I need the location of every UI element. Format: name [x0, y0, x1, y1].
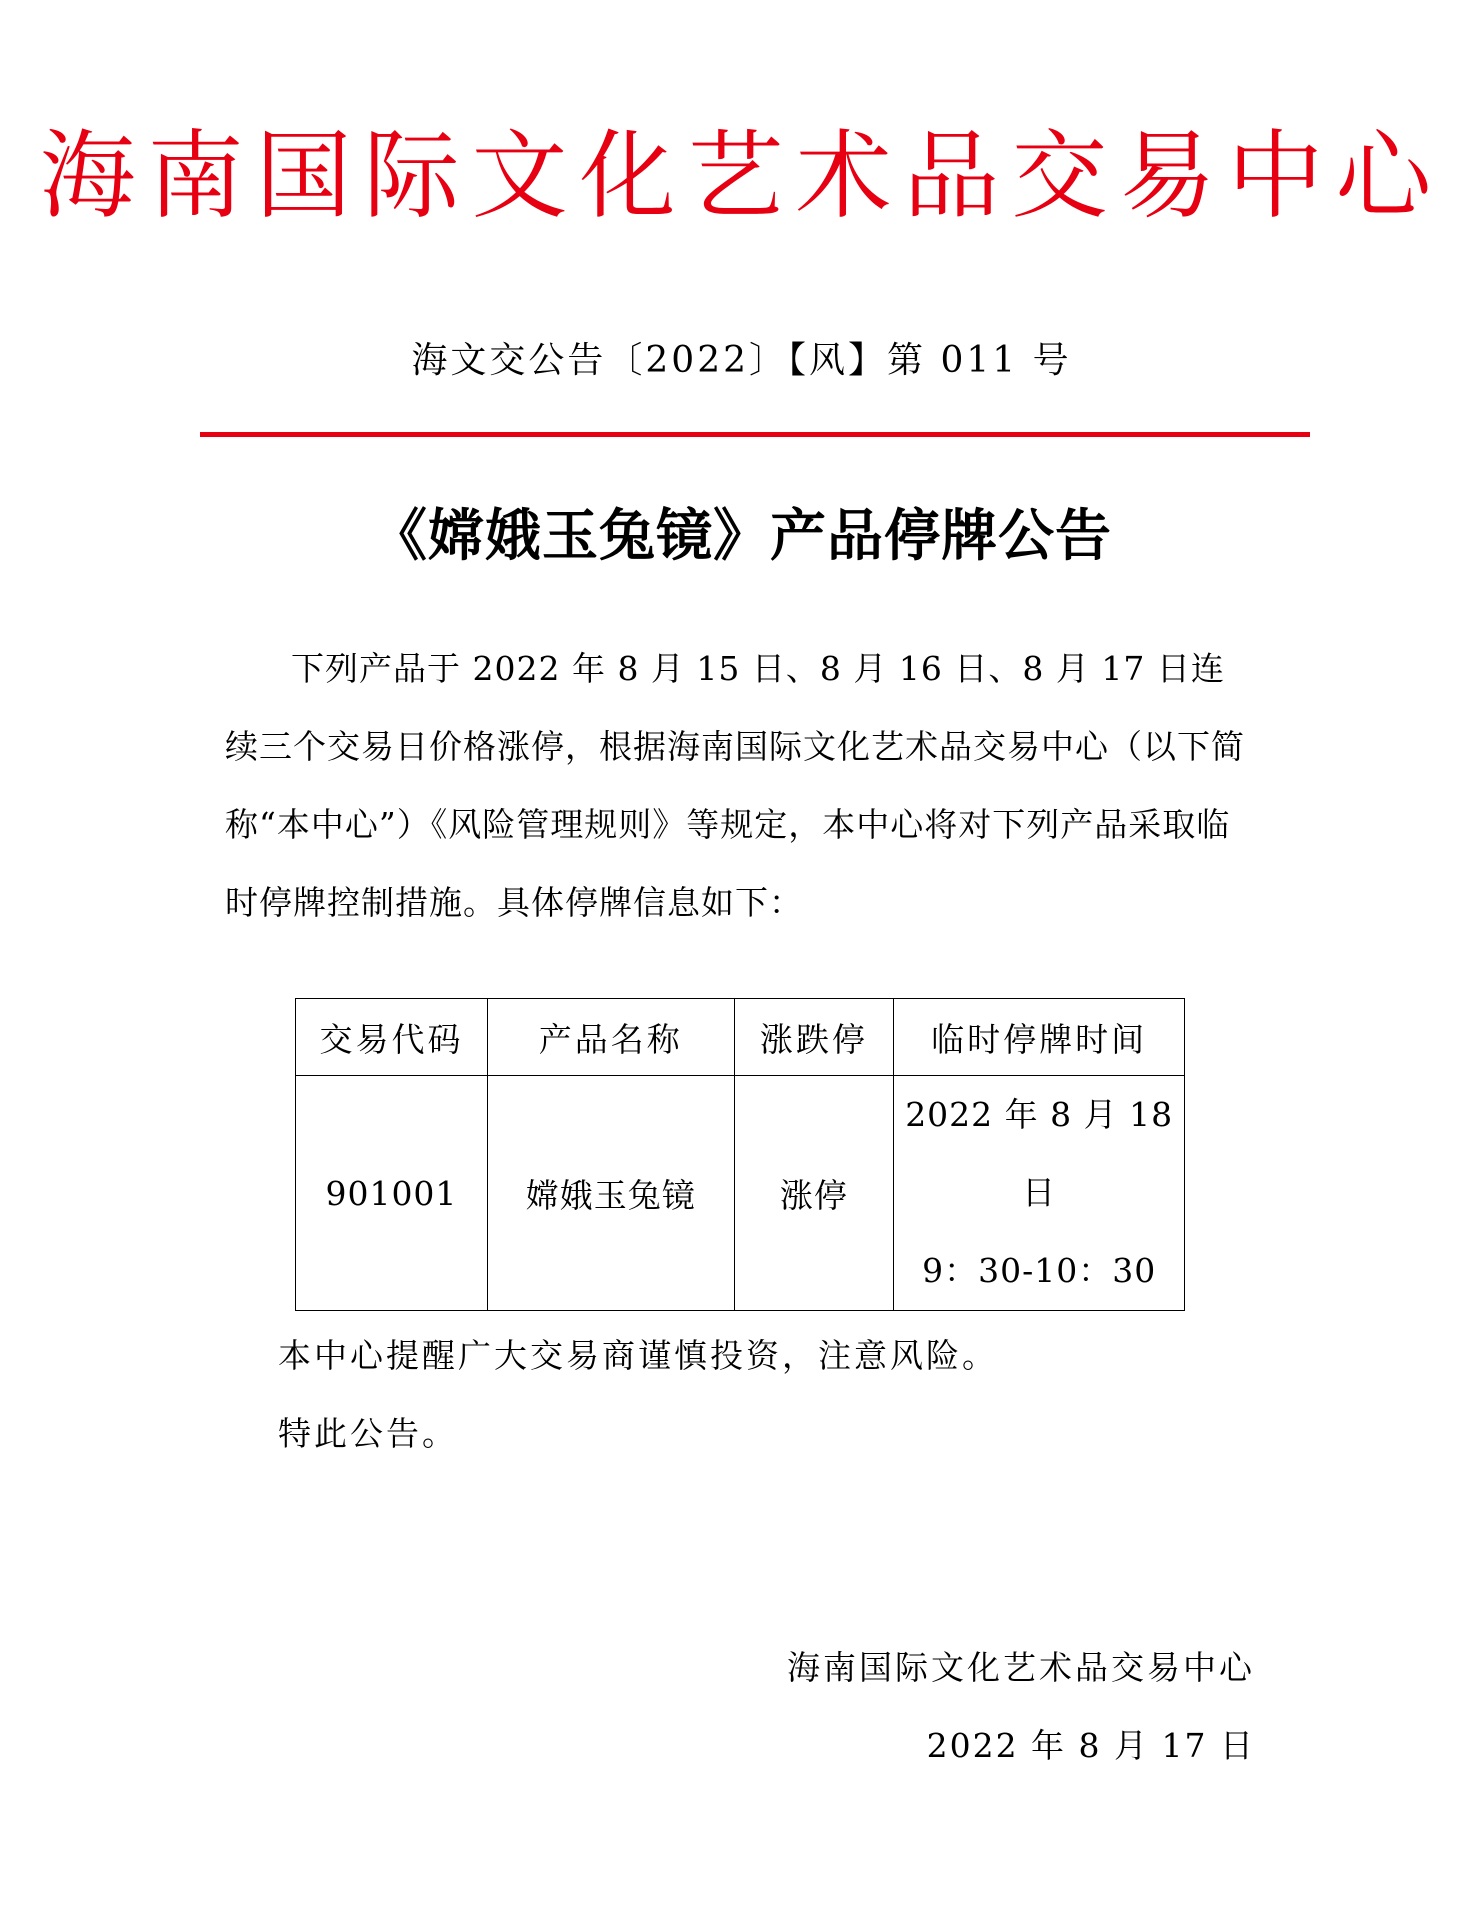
- cell-price-limit: 涨停: [734, 1076, 894, 1311]
- table-row: [296, 1076, 1185, 1311]
- signature-organization: 海南国际文化艺术品交易中心: [787, 1648, 1255, 1687]
- cell-product-name: 嫦娥玉兔镜: [487, 1076, 734, 1311]
- document-number: 海文交公告〔2022〕【风】第 011 号: [411, 340, 1072, 381]
- suspension-date: 2022 年 8 月 18 日: [905, 1095, 1174, 1212]
- announcement-body-paragraph: 下列产品于 2022 年 8 月 15 日、8 月 16 日、8 月 17 日连续三个交易日价格涨停，根据海南国际文化艺术品交易中心（以下简称“本中心”）《风险管理规则》等规定，本中心将对下列产品采取临时停牌控制措施。具体停牌信息如下：: [225, 649, 1245, 922]
- red-divider-line: [200, 432, 1310, 437]
- signature-date: 2022 年 8 月 17 日: [926, 1726, 1255, 1765]
- suspension-info-table: [295, 998, 1185, 1311]
- org-header-title: 海南国际文化艺术品交易中心: [39, 120, 1444, 232]
- table-header-row: [296, 999, 1185, 1076]
- cell-trade-code: 901001: [296, 1076, 488, 1311]
- announcement-title: 《嫦娥玉兔镜》产品停牌公告: [371, 503, 1112, 569]
- cell-suspension-time: [894, 1076, 1185, 1311]
- header-product-name: 产品名称: [487, 999, 734, 1076]
- closing-statement: 特此公告。: [278, 1414, 458, 1453]
- header-suspension-time: 临时停牌时间: [894, 999, 1185, 1076]
- header-trade-code: 交易代码: [296, 999, 488, 1076]
- header-price-limit: 涨跌停: [734, 999, 894, 1076]
- suspension-hours: 9：30-10：30: [922, 1251, 1157, 1290]
- risk-reminder: 本中心提醒广大交易商谨慎投资，注意风险。: [278, 1336, 998, 1375]
